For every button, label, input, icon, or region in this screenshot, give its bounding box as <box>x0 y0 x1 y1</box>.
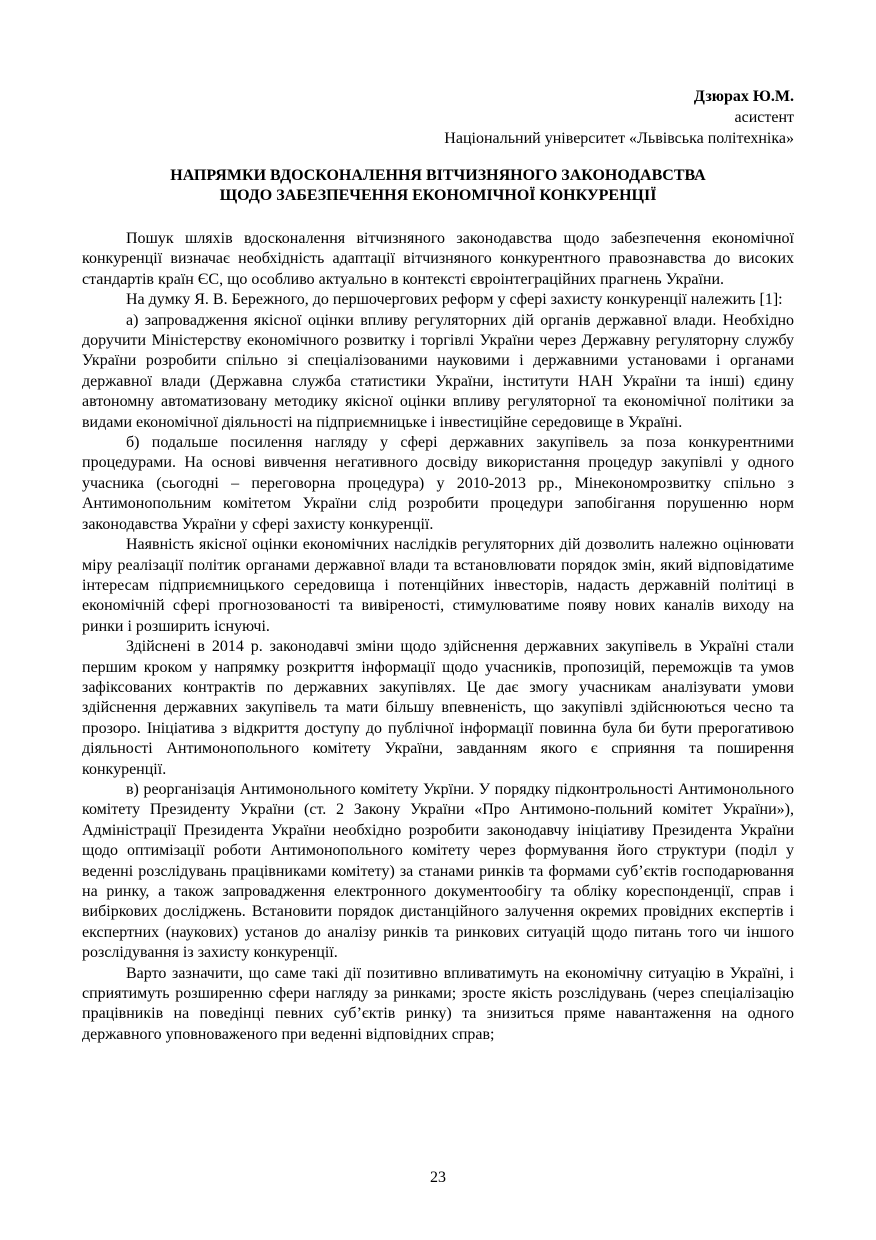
body-text <box>82 229 794 1045</box>
paragraph: б) подальше посилення нагляду у сфері державних закупівель за поза конкурентними процедурами. На основі вивчення негативного досвіду використання процедур закупівлі у одного учасника (сьогодні – переговорна процедура) у 2010-2013 рр., Мінекономрозвитку спільно з Антимонопольним комітетом України слід розробити процедури запобігання порушенню норм законодавства України у сфері захисту конкуренції. <box>82 434 794 533</box>
title-line-1: НАПРЯМКИ ВДОСКОНАЛЕННЯ ВІТЧИЗНЯНОГО ЗАКОНОДАВСТВА <box>170 167 706 184</box>
paragraph: Пошук шляхів вдосконалення вітчизняного законодавства щодо забезпечення економічної конкуренції визначає необхідність адаптації вітчизняного конкурентного правознавства до високих стандартів країн ЄС, що особливо актуально в контексті євроінтеграційних прагнень України. <box>82 230 794 288</box>
author-block <box>444 86 794 149</box>
paragraph: Здійснені в 2014 р. законодавчі зміни щодо здійснення державних закупівель в Україні стали першим кроком у напрямку розкриття інформації щодо учасників, пропозицій, переможців та умов зафіксованих контрактів по державних закупівлях. Це дає змогу учасникам аналізувати умови здійснення державних закупівель та мати більшу впевненість, що закупівлі здійснюються чесно та прозоро. Ініціатива з відкриття доступу до публічної інформації повинна була би бути прерогативою діяльності Антимонопольного комітету України, завданням якого є сприяння та поширення конкуренції. <box>82 638 794 778</box>
author-name: Дзюрах Ю.М. <box>693 88 794 105</box>
title-line-2: ЩОДО ЗАБЕЗПЕЧЕННЯ ЕКОНОМІЧНОЇ КОНКУРЕНЦІЇ <box>219 187 657 204</box>
author-position: асистент <box>734 109 794 126</box>
paragraph: в) реорганізація Антимонольного комітету Укрїни. У порядку підконтрольності Антимонольного комітету Президенту України (ст. 2 Закону України «Про Антимоно-польний комітет України»), Адміністрації Президента України необхідно розробити законодавчу ініціативу Президента України щодо оптимізації роботи Антимонопольного комітету через формування його структури (поділ у веденні розслідувань працівниками комітету) за станами ринків та формами суб’єктів господарювання на ринку, а також запровадження електронного документообігу та обліку кореспонденції, справ і вибіркових досліджень. Встановити порядок дистанційного залучення окремих провідних експертів і експертних (наукових) установ до аналізу ринків та ринкових ситуацій щодо питань того чи іншого розслідування із захисту конкуренції. <box>82 780 794 962</box>
paragraph: а) запровадження якісної оцінки впливу регуляторних дій органів державної влади. Необхідно доручити Міністерству економічного розвитку і торгівлі України через Державну регуляторну службу України розробити спільно зі спеціалізованими науковими і державними установами і органами державної влади (Державна служба статистики України, інститути НАН України та інші) єдину автономну автоматизовану методику якісної оцінки впливу регуляторної та економічної політики за видами економічної діяльності на підприємницьке і інвестиційне середовище в Україні. <box>82 311 794 431</box>
author-affiliation: Національний університет «Львівська політехніка» <box>444 130 794 147</box>
paragraph: Наявність якісної оцінки економічних наслідків регуляторних дій дозволить належно оцінювати міру реалізації політик органами державної влади та встановлювати порядок змін, який відповідатиме інтересам підприємницького середовища і потенційних інвесторів, надасть державній політиці в економічній сфері прогнозованості та вивіреності, стимулюватиме появу нових каналів виходу на ринки і розширить існуючі. <box>82 536 794 635</box>
page-number: 23 <box>430 1169 446 1186</box>
paragraph: На думку Я. В. Бережного, до першочергових реформ у сфері захисту конкуренції належить [1]: <box>126 291 783 309</box>
paragraph: Варто зазначити, що саме такі дії позитивно впливатимуть на економічну ситуацію в Україні, і сприятимуть розширенню сфери нагляду за ринками; зросте якість розслідувань (через спеціалізацію працівників на поведінці певних суб’єктів ринку) та знизиться пряме навантаження на одного державного уповноваженого при веденні відповідних справ; <box>82 964 794 1043</box>
paper-title <box>82 166 794 206</box>
